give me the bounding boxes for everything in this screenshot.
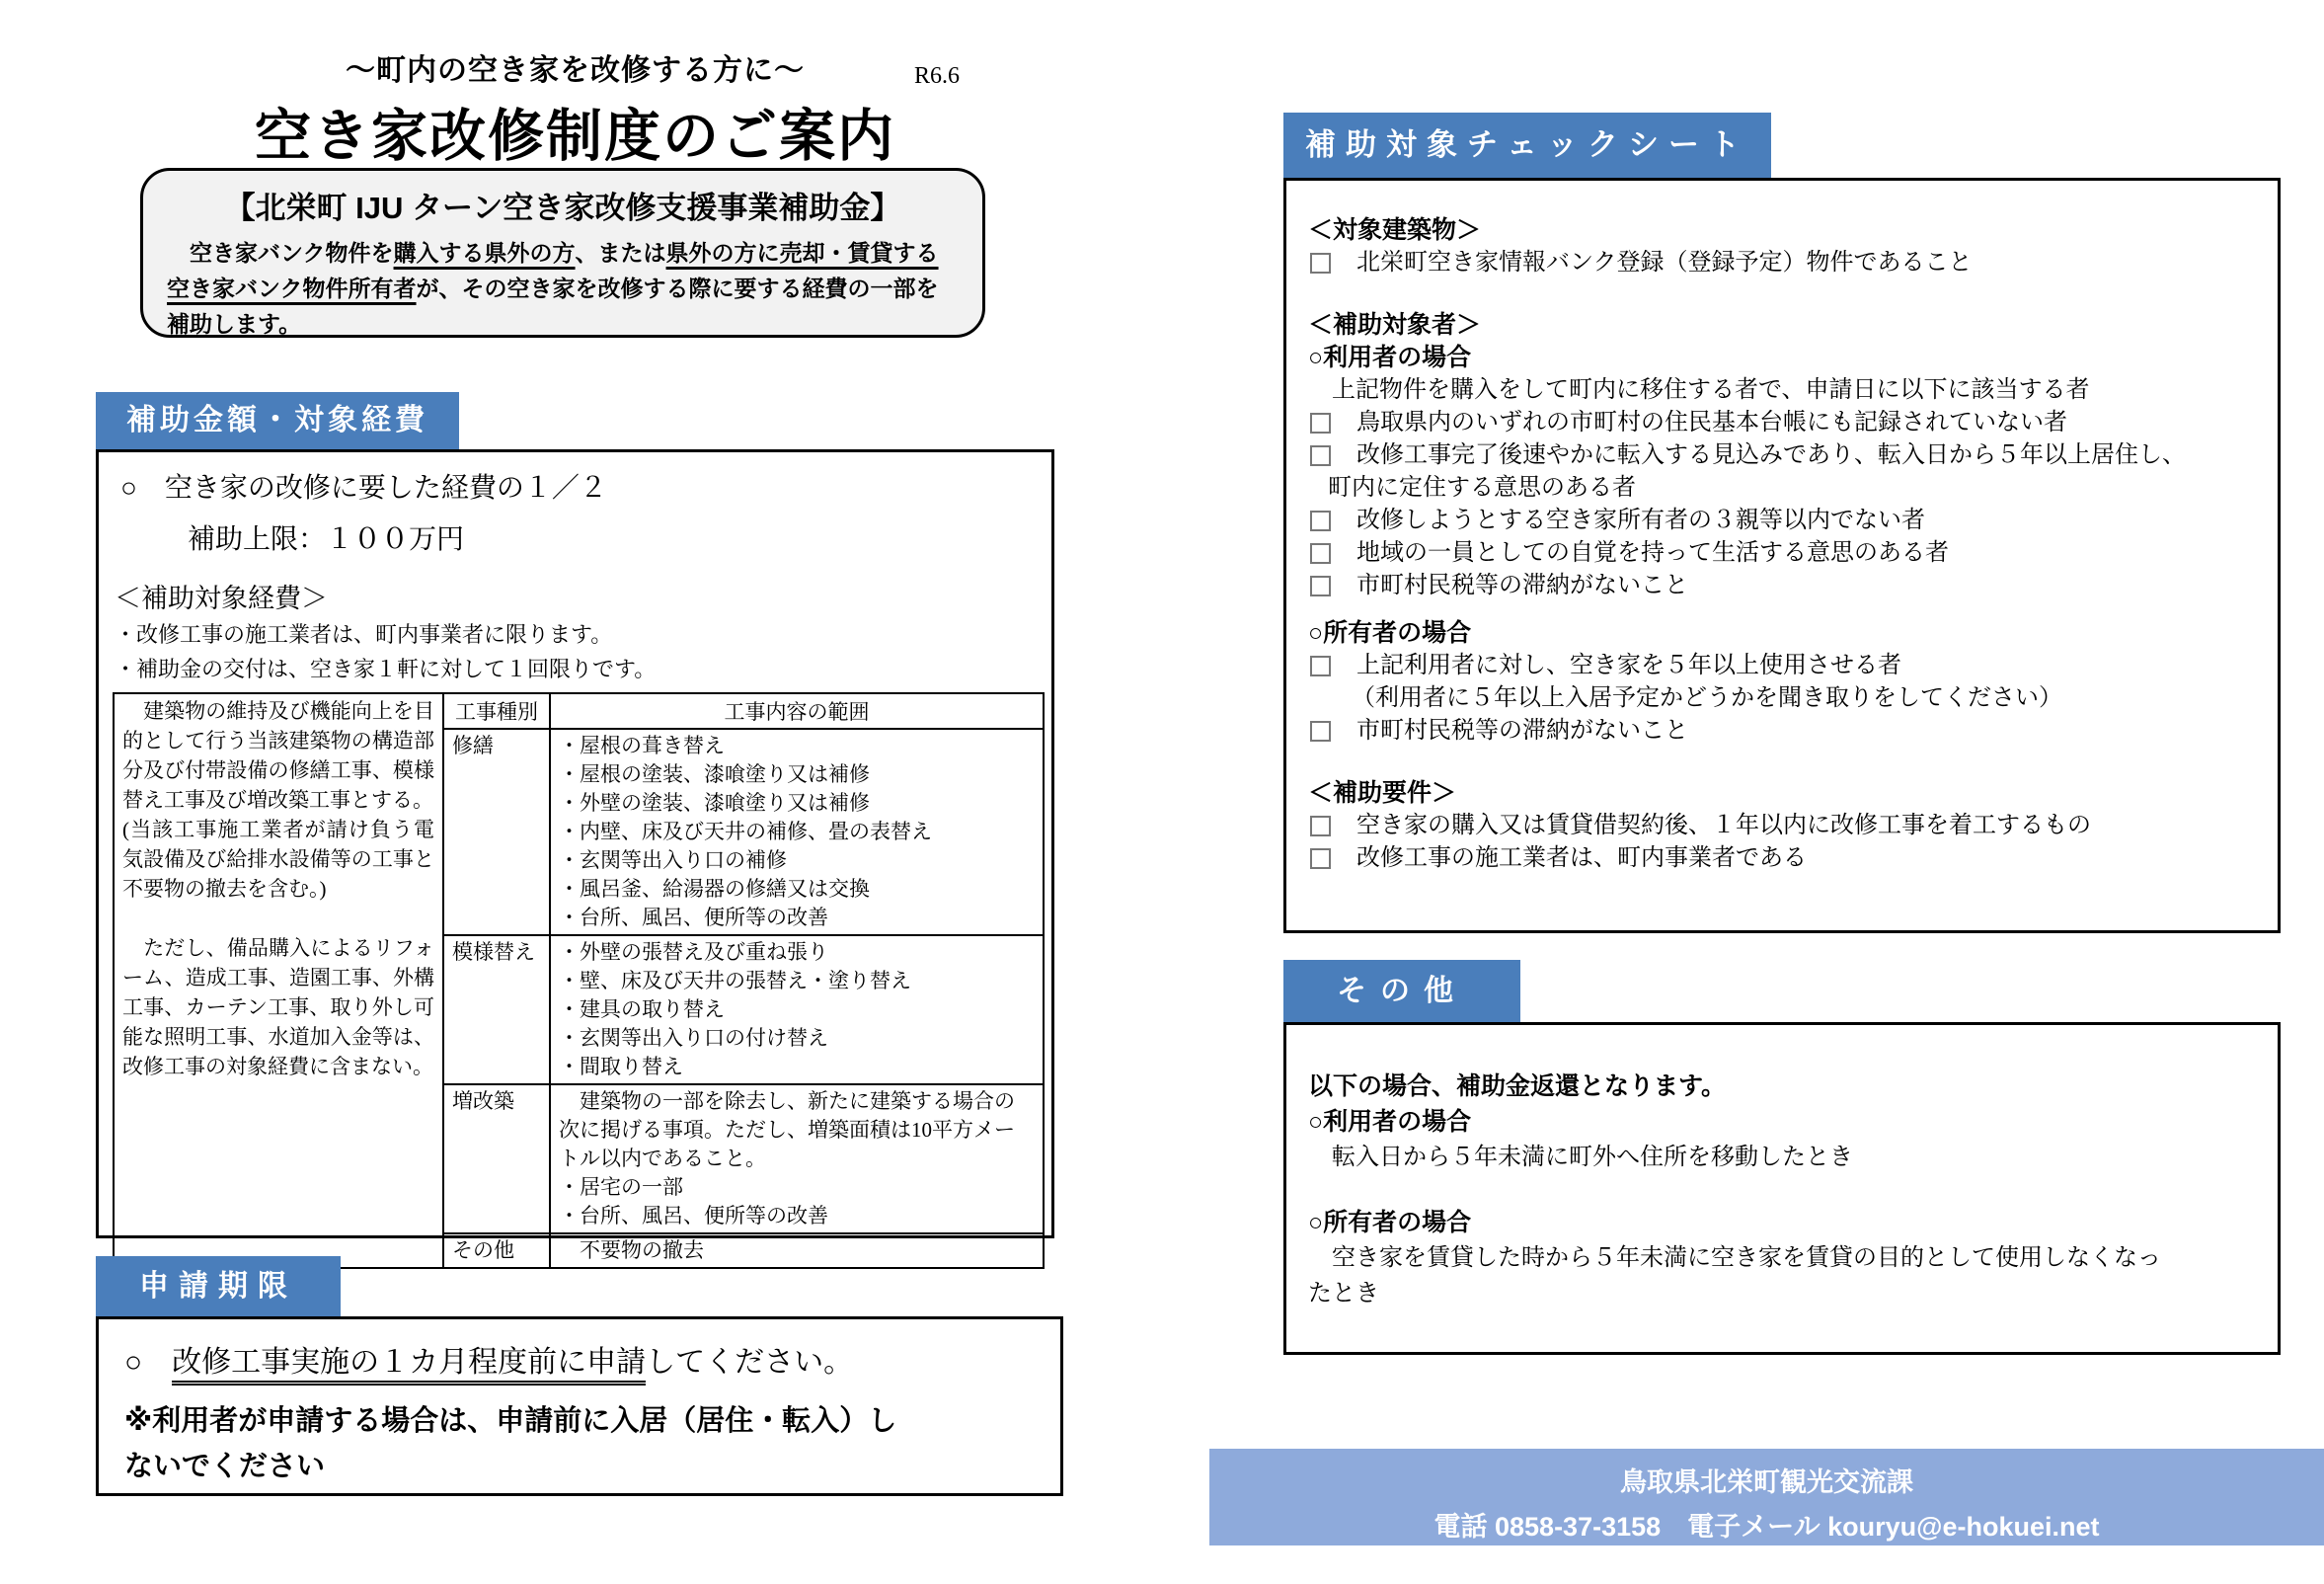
description-paragraph: (当該工事施工業者が請け負う電気設備及び給排水設備等の工事と不要物の撤去を含む。) [122, 818, 434, 901]
checkbox-icon [1310, 656, 1331, 676]
table-column-header: 工事内容の範囲 [550, 693, 1044, 729]
spacer [1308, 602, 2258, 617]
work-content-line: ・屋根の塗装、漆喰塗り又は補修 [559, 762, 870, 786]
description-paragraph: 建築物の維持及び機能向上を目的として行う当該建築物の構造部分及び付帯設備の修繕工事、模様替え工事及び増改築工事とする。 [122, 699, 434, 812]
deadline-instruction [124, 1337, 1041, 1381]
deadline-prefix: ○ [124, 1346, 173, 1379]
work-content-line: ・風呂釜、給湯器の修繕又は交換 [559, 877, 870, 901]
text-line: たとき [1308, 1281, 1379, 1307]
paren-note: （利用者に５年以上入居予定かどうかを聞き取りをしてください） [1352, 685, 2062, 711]
work-content-cell [550, 1233, 1044, 1268]
work-content-line: ・外壁の張替え及び重ね張り [559, 940, 828, 964]
work-type-cell: 増改築 [443, 1084, 550, 1233]
work-content-line: ・台所、風呂、便所等の改善 [559, 1204, 828, 1228]
work-types-table [113, 692, 1045, 1269]
checklist-item [1308, 810, 2258, 842]
work-content-line: 不要物の撤去 [559, 1238, 704, 1262]
checklist-item-text: 市町村民税等の滞納がないこと [1356, 573, 1688, 598]
deadline-underlined-text: 改修工事実施の１カ月程度前に申請 [172, 1346, 646, 1386]
checklist-item-text: 北栄町空き家情報バンク登録（登録予定）物件であること [1356, 250, 1973, 276]
footer-department: 鳥取県北栄町観光交流課 [1620, 1467, 1913, 1497]
spacer [1308, 748, 2258, 777]
work-content-cell [550, 1084, 1044, 1233]
work-content-line: ・屋根の葺き替え [559, 734, 725, 757]
footer-contact-bar [1209, 1449, 2324, 1545]
checklist-item [1308, 715, 2258, 748]
subsidy-intro-box [140, 168, 985, 338]
work-type-cell: 模様替え [443, 935, 550, 1084]
case-label: ○利用者の場合 [1308, 344, 1472, 371]
work-content-line: ・壁、床及び天井の張替え・塗り替え [559, 969, 911, 992]
deadline-warning-note [124, 1398, 1041, 1489]
checklist-item-text: 改修工事完了後速やかに転入する見込みであり、転入日から５年以上居住し、 [1356, 442, 2186, 468]
group-heading: ＜補助要件＞ [1308, 779, 1457, 807]
section-header-other: その他 [1283, 960, 1520, 1022]
work-content-line: ・台所、風呂、便所等の改善 [559, 906, 828, 929]
other-box [1283, 1022, 2281, 1355]
checklist-item-text: 改修しようとする空き家所有者の３親等以内でない者 [1356, 508, 1925, 533]
checklist-item-continuation: 町内に定住する意思のある者 [1328, 475, 1636, 501]
work-content-line: ・外壁の塗装、漆喰塗り又は補修 [559, 791, 870, 815]
indent-text: 上記物件を購入をして町内に移住する者で、申請日に以下に該当する者 [1332, 377, 2090, 403]
checkbox-icon [1310, 413, 1331, 434]
intro-underlined-text: 購入する県外の方 [393, 240, 576, 266]
spacer [1308, 1175, 2256, 1205]
deadline-warning-line1: ※利用者が申請する場合は、申請前に入居（居住・転入）し [124, 1405, 897, 1437]
grant-amount-box [96, 449, 1054, 1262]
grant-rate-line: ○ 空き家の改修に要した経費の１／２ [120, 473, 607, 504]
checkbox-icon [1310, 253, 1331, 274]
work-content-line: 建築物の一部を除去し、新たに建築する場合の次に掲げる事項。ただし、増築面積は10平方メートル以内であること。 [559, 1089, 1015, 1170]
spacer [1308, 279, 2258, 309]
checklist-item [1308, 650, 2258, 682]
work-content-line: ・玄関等出入り口の補修 [559, 848, 787, 872]
checklist-item [1308, 247, 2258, 279]
intro-text: 空き家バンク物件を [167, 240, 394, 266]
work-content-cell [550, 935, 1044, 1084]
section-header-deadline: 申請期限 [96, 1256, 341, 1316]
checkbox-icon [1310, 848, 1331, 869]
work-type-cell: その他 [443, 1233, 550, 1268]
case-label: ○所有者の場合 [1308, 619, 1472, 647]
checksheet-lines [1308, 214, 2258, 875]
intro-text: が、その空き家を改修する際に要する経費の一部を補助します。 [167, 276, 939, 337]
description-paragraph: ただし、備品購入によるリフォーム、造成工事、造園工事、外構工事、カーテン工事、取り外し可能な照明工事、水道加入金等は、改修工事の対象経費に含まない。 [122, 936, 434, 1078]
checklist-item-text: 空き家の購入又は賃貸借契約後、１年以内に改修工事を着工するもの [1356, 813, 2091, 838]
section-header-grant-amount: 補助金額・対象経費 [96, 392, 459, 449]
case-label: ○所有者の場合 [1308, 1209, 1472, 1236]
checkbox-icon [1310, 543, 1331, 564]
checklist-item-text: 改修工事の施工業者は、町内事業者である [1356, 845, 1807, 871]
checklist-item [1308, 407, 2258, 439]
checklist-item-text: 地域の一員としての自覚を持って生活する意思のある者 [1356, 540, 1949, 566]
work-content-line: ・居宅の一部 [559, 1175, 683, 1199]
eligible-expenses-heading: ＜補助対象経費＞ [115, 584, 328, 613]
group-heading: ＜補助対象者＞ [1308, 311, 1482, 339]
checksheet-box [1283, 178, 2281, 933]
footer-phone-email: 電話 0858-37-3158 電子メール kouryu@e-hokuei.net [1433, 1512, 2100, 1542]
subsidy-intro-text [167, 235, 959, 342]
work-content-cell [550, 729, 1044, 935]
other-lines [1308, 1069, 2256, 1311]
checkbox-icon [1310, 576, 1331, 596]
indent-text: 空き家を賃貸した時から５年未満に空き家を賃貸の目的として使用しなくなっ [1332, 1245, 2161, 1271]
checklist-item [1308, 439, 2258, 472]
section-header-checksheet: 補助対象チェックシート [1283, 113, 1771, 178]
checklist-item [1308, 505, 2258, 537]
work-content-line: ・内壁、床及び天井の補修、畳の表替え [559, 820, 932, 843]
group-heading: ＜対象建築物＞ [1308, 216, 1482, 244]
eligible-expenses-notes [113, 619, 1038, 684]
checklist-item [1308, 537, 2258, 570]
expense-note: ・改修工事の施工業者は、町内事業者に限ります。 [115, 622, 613, 647]
checklist-item [1308, 842, 2258, 875]
grant-cap-line: 補助上限：１００万円 [188, 524, 465, 555]
table-header-row [114, 693, 1044, 729]
checklist-item-text: 市町村民税等の滞納がないこと [1356, 718, 1688, 744]
checklist-item-text: 鳥取県内のいずれの市町村の住民基本台帳にも記録されていない者 [1356, 410, 2067, 436]
work-content-line: ・間取り替え [559, 1055, 683, 1078]
deadline-box [96, 1316, 1063, 1496]
table-description-cell [114, 693, 443, 1268]
checkbox-icon [1310, 511, 1331, 531]
deadline-warning-line2: ないでください [124, 1451, 326, 1482]
description-paragraph [122, 904, 434, 933]
checkbox-icon [1310, 721, 1331, 742]
checklist-item [1308, 570, 2258, 602]
case-label: ○利用者の場合 [1308, 1108, 1472, 1136]
intro-underlined-text: 県外の方に売却・賃貸する空き家バンク物件所有者 [167, 240, 939, 301]
lead-text: 以下の場合、補助金返還となります。 [1308, 1072, 1727, 1100]
work-content-line: ・建具の取り替え [559, 997, 725, 1021]
checklist-item-text: 上記利用者に対し、空き家を５年以上使用させる者 [1356, 653, 1901, 678]
work-content-line: ・玄関等出入り口の付け替え [559, 1026, 828, 1050]
table-column-header: 工事種別 [443, 693, 550, 729]
work-type-cell: 修繕 [443, 729, 550, 935]
deadline-suffix: してください。 [646, 1346, 854, 1379]
expense-note: ・補助金の交付は、空き家１軒に対して１回限りです。 [115, 657, 657, 681]
checkbox-icon [1310, 445, 1331, 466]
page-title: 空き家改修制度のご案内 [255, 105, 895, 168]
page-subtitle: ～町内の空き家を改修する方に～ [346, 54, 805, 87]
revision-label: R6.6 [914, 63, 961, 89]
subsidy-program-name: 【北栄町 IJU ターン空き家改修支援事業補助金】 [224, 191, 901, 225]
indent-text: 転入日から５年未満に町外へ住所を移動したとき [1332, 1145, 1853, 1170]
intro-text: 、または [575, 240, 666, 266]
checkbox-icon [1310, 816, 1331, 836]
